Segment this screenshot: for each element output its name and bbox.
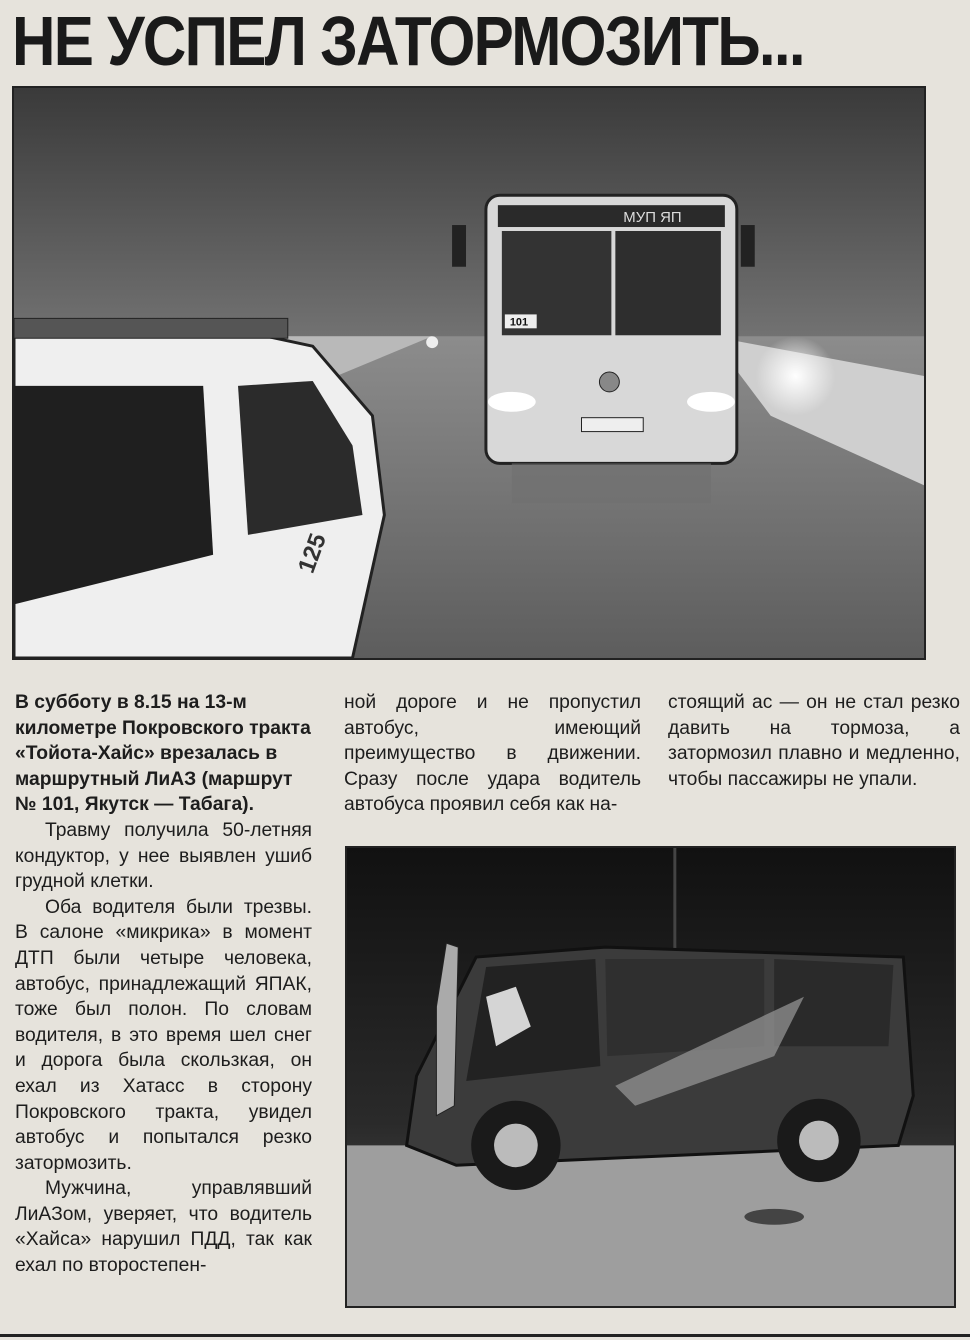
- article-lead: В субботу в 8.15 на 13-м километре Покровского тракта «Тойота-Хайс» врезалась в маршрутный ЛиАЗ (маршрут № 101, Якутск — Табага).: [15, 692, 311, 816]
- bus-destination-sign: МУП ЯП: [623, 210, 682, 227]
- article-column-2: [344, 690, 641, 818]
- van-scene-illustration: [347, 848, 954, 1306]
- bus-scene-illustration: [14, 88, 924, 658]
- bus-photo: [12, 86, 926, 660]
- article-paragraph: Мужчина, управлявший ЛиАЗом, уверяет, что водитель «Хайса» нарушил ПДД, так как ехал по второстепен-: [15, 1178, 312, 1277]
- article-column-1: [15, 690, 312, 1279]
- police-car-number: 125: [292, 530, 332, 577]
- police-car: [14, 318, 384, 658]
- crashed-van-photo: [345, 846, 956, 1308]
- headline: НЕ УСПЕЛ ЗАТОРМОЗИТЬ...: [12, 2, 804, 80]
- article-paragraph: ной дороге и не пропустил автобус, имеющий преимущество в движении. Сразу после удара водитель автобуса проявил себя как на-: [344, 692, 641, 816]
- bottom-rule: [0, 1334, 970, 1337]
- article-paragraph: стоящий ас — он не стал резко давить на тормоза, а затормозил плавно и медленно, чтобы пассажиры не упали.: [668, 692, 960, 790]
- bus: [452, 195, 755, 463]
- article-column-3: [668, 690, 960, 792]
- article-paragraph: Травму получила 50-летняя кондуктор, у нее выявлен ушиб грудной клетки.: [15, 819, 312, 893]
- article-paragraph: Оба водителя были трезвы. В салоне «микрика» в момент ДТП были четыре человека, автобус, принадлежащий ЯПАК, тоже был полон. По словам водителя, в это время шел снег и дорога была скользкая, он ехал из Хатасс в сторону Покровского тракта, увидел автобус и попытался резко затормозить.: [15, 896, 312, 1174]
- crashed-van: [407, 943, 914, 1190]
- route-number-text: 101: [509, 316, 529, 329]
